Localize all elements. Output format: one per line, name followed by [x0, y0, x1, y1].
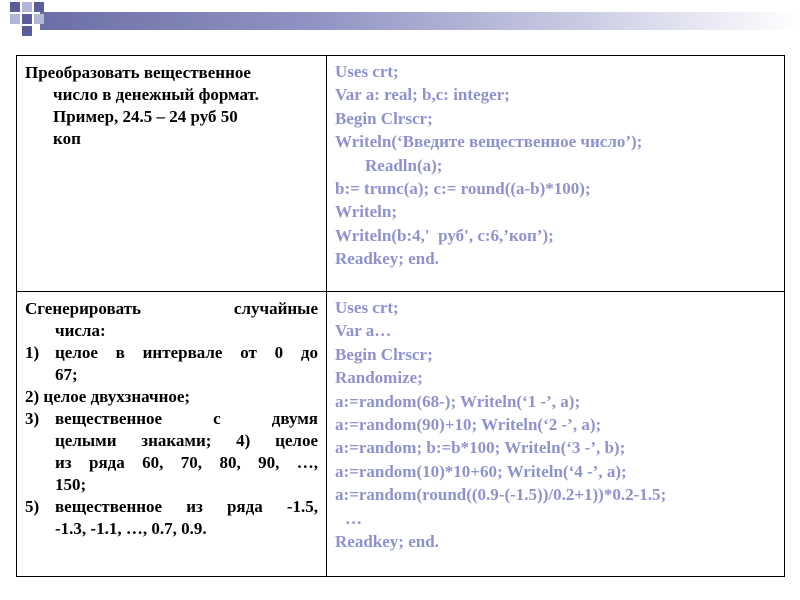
code-line: a:=random(90)+10; Writeln(‘2 -’, a);	[335, 415, 602, 435]
code-line: Begin Clrscr;	[335, 344, 433, 364]
code-line: Begin Clrscr;	[335, 108, 433, 128]
task-2-item-1	[25, 342, 318, 364]
code-line: a:=random; b:=b*100; Writeln(‘3 -’, b);	[335, 438, 626, 458]
slide-header-decoration	[0, 0, 800, 40]
code-line: Readkey; end.	[335, 249, 439, 269]
task-1-line: число в денежный формат.	[53, 85, 259, 104]
task-2-code	[327, 292, 785, 577]
item-number: 3)	[25, 409, 40, 428]
deco-square	[22, 2, 32, 12]
task-2-line: из ряда 60, 70, 80, 90, …,	[55, 453, 318, 472]
task-2-text: вещественное с двумя	[55, 409, 318, 428]
task-2-text: Сгенерировать	[25, 299, 142, 318]
deco-square	[22, 26, 32, 36]
tasks-table	[16, 55, 785, 577]
code-line: a:=random(round((0.9-(-1.5))/0.2+1))*0.2-1.5;	[335, 485, 667, 505]
task-1-description	[17, 56, 327, 292]
task-2-text: целое в интервале от 0 до	[55, 343, 318, 362]
code-line: Var a: real; b,c: integer;	[335, 85, 510, 105]
code-line: Uses crt;	[335, 62, 399, 81]
code-line: Writeln;	[335, 202, 398, 222]
task-2-item-5	[25, 496, 318, 518]
task-2-line: 150;	[55, 475, 87, 494]
header-gradient-band	[40, 12, 800, 30]
task-2-item-2: 2) целое двухзначное;	[25, 387, 191, 406]
task-row-1	[17, 56, 785, 292]
code-line: Writeln(‘Введите вещественное число’);	[335, 132, 643, 152]
task-2-line: 67;	[55, 365, 78, 384]
code-line: Randomize;	[335, 368, 423, 388]
code-line: Readkey; end.	[335, 532, 439, 552]
item-number: 1)	[25, 343, 40, 362]
task-2-line	[25, 298, 318, 320]
deco-square	[10, 2, 20, 12]
deco-square	[22, 14, 32, 24]
code-line: Writeln(b:4,' руб', c:6,’коп’);	[335, 225, 554, 245]
task-1-line: коп	[53, 129, 81, 148]
task-2-description	[17, 292, 327, 577]
task-1-line: Пример, 24.5 – 24 руб 50	[53, 107, 238, 126]
code-line: b:= trunc(a); c:= round((a-b)*100);	[335, 179, 591, 199]
task-2-item-3	[25, 408, 318, 430]
task-2-text: случайные	[233, 299, 318, 318]
task-2-text: вещественное из ряда -1.5,	[55, 497, 318, 516]
task-2-line: числа:	[55, 321, 106, 340]
task-1-code	[327, 56, 785, 292]
deco-square	[10, 14, 20, 24]
deco-square	[34, 14, 44, 24]
code-line: Uses crt;	[335, 298, 399, 317]
code-line: a:=random(68-); Writeln(‘1 -’, a);	[335, 391, 581, 411]
deco-square	[34, 2, 44, 12]
task-2-line: целыми знаками; 4) целое	[55, 431, 318, 450]
code-line: a:=random(10)*10+60; Writeln(‘4 -’, a);	[335, 461, 627, 481]
item-number: 5)	[25, 497, 40, 516]
code-line: Readln(a);	[365, 155, 443, 175]
task-row-2	[17, 292, 785, 577]
code-line: Var a…	[335, 321, 392, 341]
code-line: …	[345, 508, 362, 528]
task-2-line: -1.3, -1.1, …, 0.7, 0.9.	[55, 519, 207, 538]
task-1-line: Преобразовать вещественное	[25, 63, 251, 82]
